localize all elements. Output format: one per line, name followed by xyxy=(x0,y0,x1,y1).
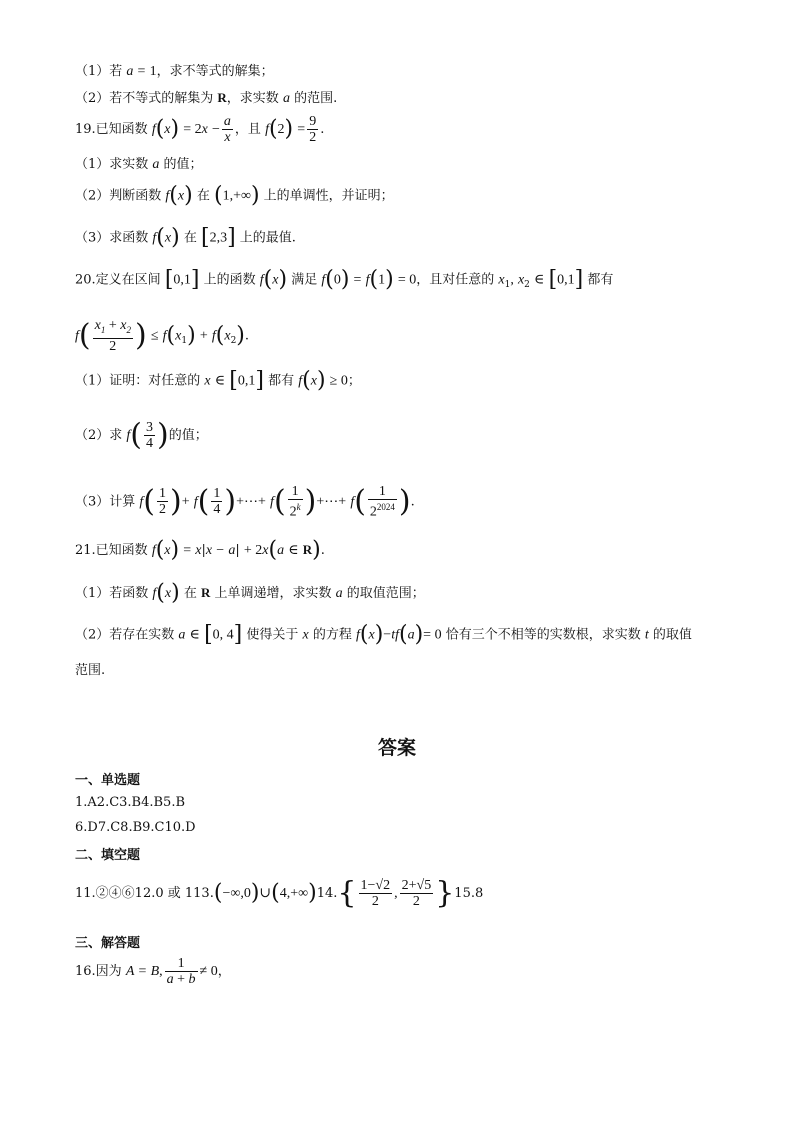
answers-row-2: 6.D7.C8.B9.C10.D xyxy=(75,820,196,835)
answers-title: 答案 xyxy=(377,737,416,759)
section-solutions: 三、解答题 xyxy=(75,936,141,951)
q18-part2: （2）若不等式的解集为 R，求实数 a 的范围. xyxy=(75,90,338,106)
q19-part2: （2）判断函数 f(x) 在 (1,+∞) 上的单调性，并证明； xyxy=(75,183,394,208)
q21-part1: （1）若函数 f(x) 在 R 上单调递增，求实数 a 的取值范围； xyxy=(75,580,425,606)
answers-fill-blank: 11.②④⑥12.0 或 113.(−∞,0)∪(4,+∞)14.{ $\frac{1-√2}{2}$ , $\frac{2+√5}{2}$ }15.8 xyxy=(75,875,484,911)
q19-part1: （1）求实数 a 的值； xyxy=(75,157,203,172)
section-fill-blank: 二、填空题 xyxy=(75,848,141,863)
solution-16: 16.因为 A = B, $\frac{1}{a + b}$ ≠ 0， xyxy=(75,956,231,987)
q20-stem-inequality: f( $\frac{x_1 + x_2}{2}$ ) ≤ $f(x_1) + f(x_2)$. xyxy=(75,317,250,354)
q21-stem: 21.已知函数 f(x) = x|x − a| + 2x(a ∈ R). xyxy=(75,537,325,563)
q20-stem: 20.定义在区间 [0,1] 上的函数 f(x) 满足 f(0) = f(1) = 0，且对任意的 $x_1$, $x_2$ ∈ [0,1] 都有 xyxy=(75,267,614,292)
q20-part1: （1）证明：对任意的 x ∈ [0,1] 都有 f(x) ≥ 0； xyxy=(75,368,361,393)
q19-stem: 19.已知函数 f(x) = 2x − $\frac{a}{x}$ ，且 f(2) = $\frac{9}{2}$ . xyxy=(75,114,325,145)
section-single-choice: 一、单选题 xyxy=(75,773,141,788)
answers-row-1: 1.A2.C3.B4.B5.B xyxy=(75,795,186,810)
q20-part3: （3）计算 f( $\frac{1}{2}$ )+ f( $\frac{1}{4}$ )+⋯+ f( $\frac{1}{2^k}$ )+⋯+ f( $\frac{1}{2^{2024}}$ ). xyxy=(75,483,415,520)
q18-part1: （1）若 a = 1，求不等式的解集； xyxy=(75,64,274,79)
q20-part2: （2）求 f( $\frac{3}{4}$ )的值； xyxy=(75,417,208,453)
q19-part3: （3）求函数 f(x) 在 [2,3] 上的最值. xyxy=(75,225,296,250)
q21-part2: （2）若存在实数 a ∈ [0, 4] 使得关于 x 的方程 f(x)−tf(a)= 0 恰有三个不相等的实数根，求实数 t 的取值 xyxy=(75,622,692,647)
q21-part2-cont: 范围. xyxy=(75,663,106,678)
